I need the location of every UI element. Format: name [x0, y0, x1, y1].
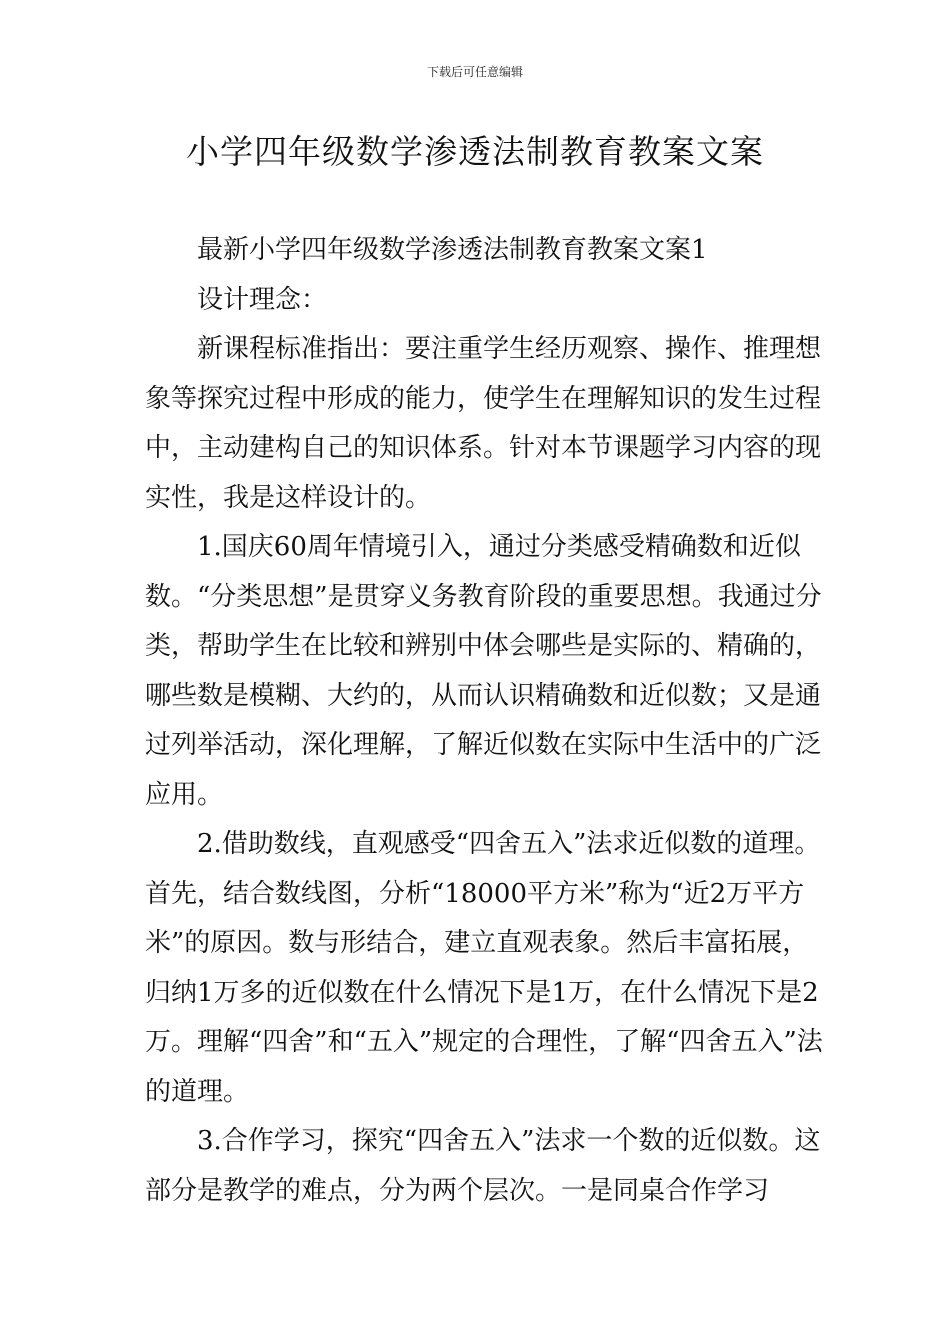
paragraph-point-3: 3.合作学习，探究“四舍五入”法求一个数的近似数。这部分是教学的难点，分为两个层次。一是同桌合作学习: [145, 1126, 821, 1206]
paragraph-point-2: 2.借助数线，直观感受“四舍五入”法求近似数的道理。首先，结合数线图，分析“18000平方米”称为“近2万平方米”的原因。数与形结合，建立直观表象。然后丰富拓展，归纳1万多的近似数在什么情况下是1万，在什么情况下是2万。理解“四舍”和“五入”规定的合理性，了解“四舍五入”法的道理。: [145, 829, 823, 1107]
paragraph-design-concept-heading: 设计理念：: [197, 284, 328, 315]
page-header-note: 下载后可任意编辑: [426, 65, 523, 79]
paragraph-point-1: 1.国庆60周年情境引入，通过分类感受精确数和近似数。“分类思想”是贯穿义务教育阶段的重要思想。我通过分类，帮助学生在比较和辨别中体会哪些是实际的、精确的，哪些数是模糊、大约的，从而认识精确数和近似数；又是通过列举活动，深化理解，了解近似数在实际中生活中的广泛应用。: [145, 532, 822, 810]
paragraph-subtitle: 最新小学四年级数学渗透法制教育教案文案1: [197, 235, 708, 265]
paragraph-curriculum-standard: 新课程标准指出：要注重学生经历观察、操作、推理想象等探究过程中形成的能力，使学生在理解知识的发生过程中，主动建构自己的知识体系。针对本节课题学习内容的现实性，我是这样设计的。: [145, 334, 822, 513]
document-title: 小学四年级数学渗透法制教育教案文案: [186, 132, 764, 171]
document-body: [145, 226, 825, 1216]
